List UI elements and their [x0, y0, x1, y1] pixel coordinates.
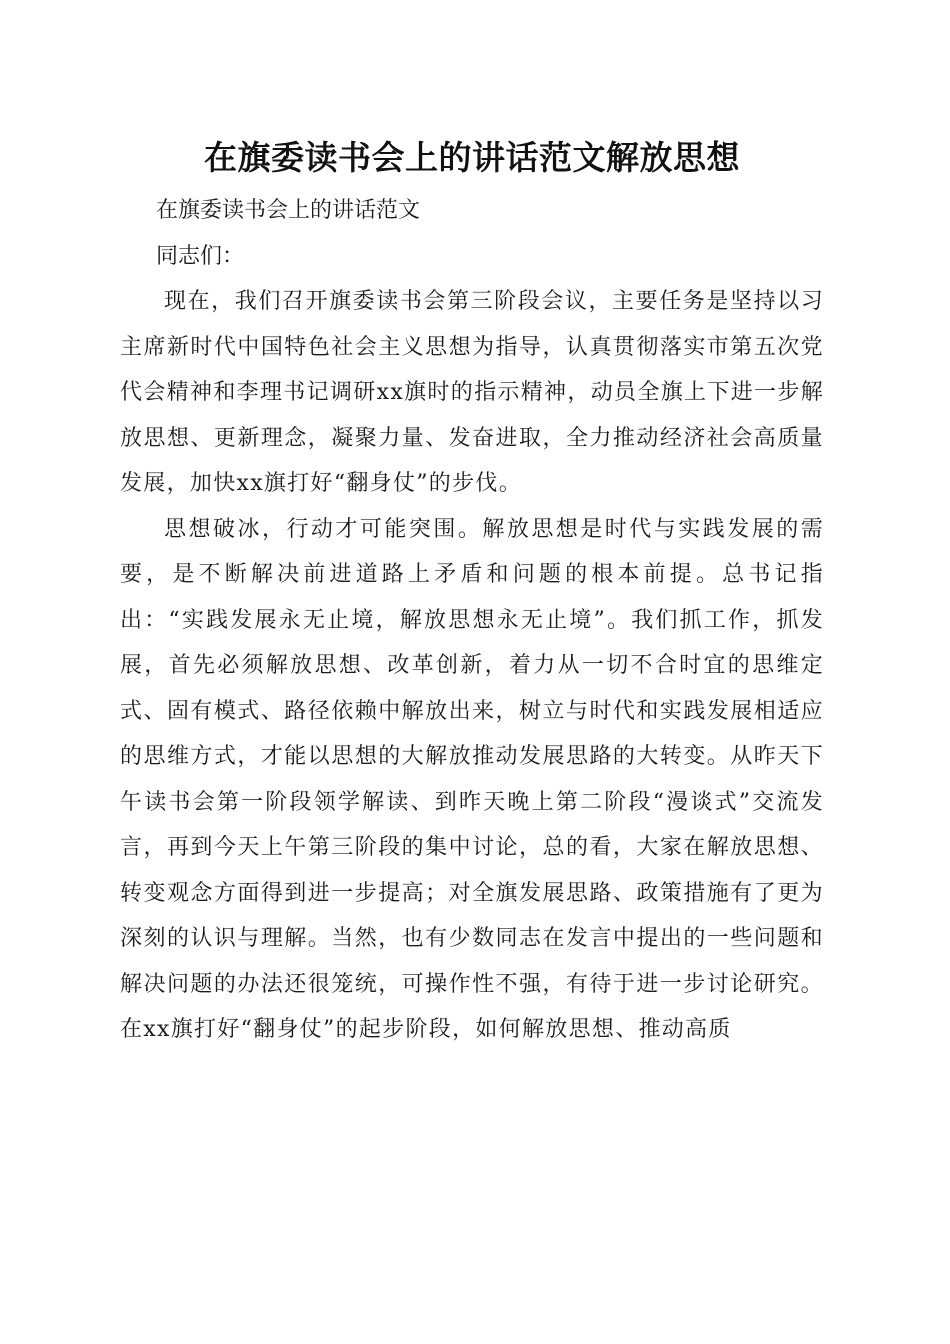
document-subtitle: 在旗委读书会上的讲话范文 [156, 198, 421, 223]
body-paragraph-1: 现在，我们召开旗委读书会第三阶段会议，主要任务是坚持以习主席新时代中国特色社会主义思想为指导，认真贯彻落实市第五次党代会精神和李理书记调研xx旗时的指示精神，动员全旗上下进一步解放思想、更新理念，凝聚力量、发奋进取，全力推动经济社会高质量发展，加快xx旗打好“翻身仗”的步伐。 [120, 289, 824, 496]
body-paragraph-2: 思想破冰，行动才可能突围。解放思想是时代与实践发展的需要，是不断解决前进道路上矛盾和问题的根本前提。总书记指出：“实践发展永无止境，解放思想永无止境”。我们抓工作，抓发展，首先必须解放思想、改革创新，着力从一切不合时宜的思维定式、固有模式、路径依赖中解放出来，树立与时代和实践发展相适应的思维方式，才能以思想的大解放推动发展思路的大转变。从昨天下午读书会第一阶段领学解读、到昨天晚上第二阶段“漫谈式”交流发言，再到今天上午第三阶段的集中讨论，总的看，大家在解放思想、转变观念方面得到进一步提高；对全旗发展思路、政策措施有了更为深刻的认识与理解。当然，也有少数同志在发言中提出的一些问题和解决问题的办法还很笼统，可操作性不强，有待于进一步讨论研究。在xx旗打好“翻身仗”的起步阶段，如何解放思想、推动高质 [120, 516, 824, 1042]
document-page [120, 128, 824, 1053]
document-title: 在旗委读书会上的讲话范文解放思想 [204, 138, 740, 177]
salutation: 同志们： [156, 243, 245, 269]
